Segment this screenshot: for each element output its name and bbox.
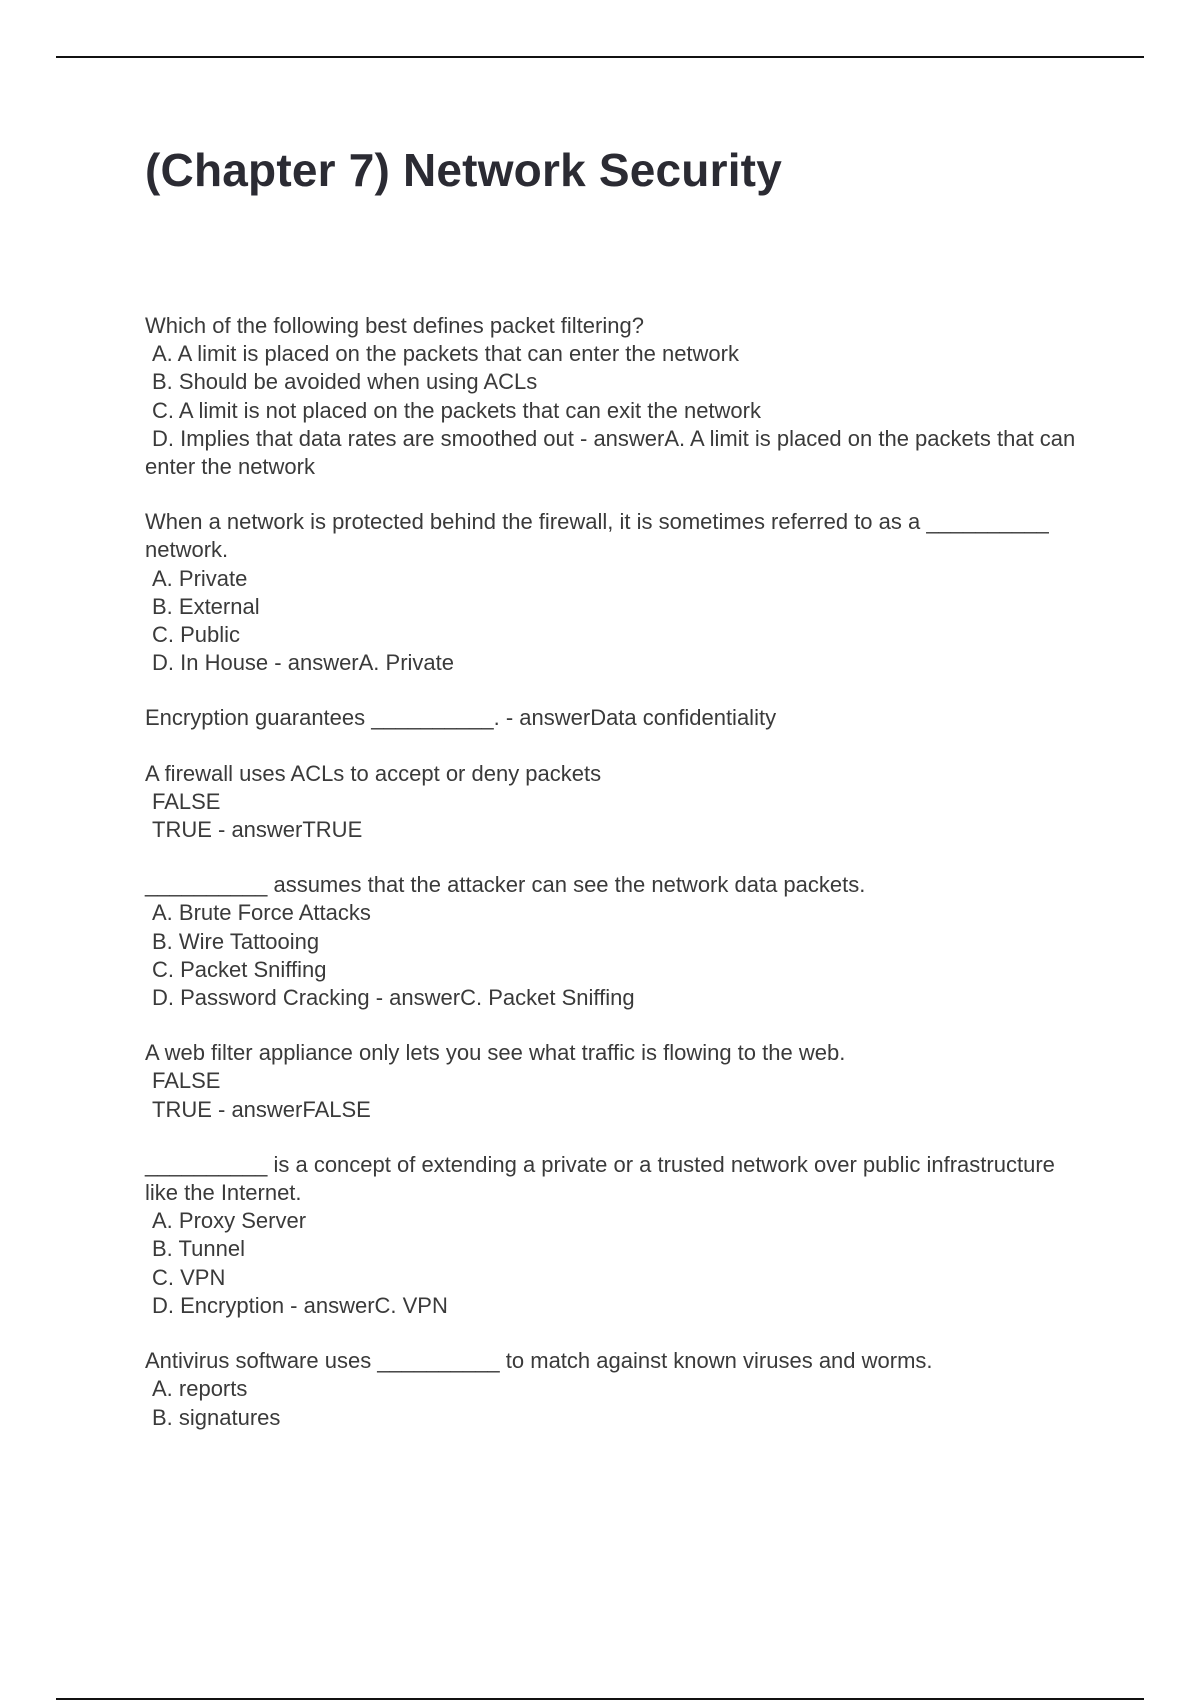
answer-option: FALSE (152, 788, 221, 814)
answer-option: D. Encryption - answerC. VPN (152, 1292, 448, 1318)
question-text: __________ is a concept of extending a private or a trusted network over public infrastructure like the Internet. (145, 1151, 1061, 1206)
question-block (145, 508, 1090, 677)
answer-option: B. Wire Tattooing (152, 928, 320, 954)
answer-option: C. Packet Sniffing (152, 956, 327, 982)
answer-option: TRUE - answerTRUE (152, 817, 363, 843)
question-text: When a network is protected behind the firewall, it is sometimes referred to as a __________ network. (145, 509, 1055, 563)
answer-option: A. A limit is placed on the packets that can enter the network (152, 341, 739, 367)
answer-option: TRUE - answerFALSE (152, 1096, 371, 1122)
question-block (145, 1039, 1090, 1124)
question-block (145, 760, 1090, 845)
answer-option: B. Should be avoided when using ACLs (152, 369, 538, 395)
answer-option: A. Brute Force Attacks (152, 900, 371, 926)
header-rule (56, 56, 1144, 58)
question-list (145, 312, 1090, 1459)
answer-option: B. Tunnel (152, 1236, 245, 1262)
answer-option: A. Private (152, 565, 248, 591)
question-text: Which of the following best defines packet filtering? (145, 313, 644, 338)
question-block (145, 312, 1090, 481)
question-text: A web filter appliance only lets you see what traffic is flowing to the web. (145, 1040, 846, 1066)
question-text: Encryption guarantees __________. - answerData confidentiality (145, 705, 777, 731)
page-title: (Chapter 7) Network Security (145, 144, 782, 196)
answer-option: C. Public (152, 622, 241, 648)
answer-option: A. reports (152, 1376, 248, 1402)
answer-option: C. VPN (152, 1264, 226, 1290)
answer-option: D. Password Cracking - answerC. Packet Sniffing (152, 985, 635, 1011)
answer-option: C. A limit is not placed on the packets that can exit the network (152, 397, 761, 423)
question-text: A firewall uses ACLs to accept or deny packets (145, 760, 602, 786)
answer-option: D. In House - answerA. Private (152, 650, 455, 676)
answer-option: B. signatures (152, 1404, 281, 1430)
question-block (145, 1347, 1090, 1432)
answer-option: B. External (152, 593, 260, 619)
answer-option: A. Proxy Server (152, 1208, 307, 1234)
question-block (145, 871, 1090, 1012)
question-text: __________ assumes that the attacker can see the network data packets. (145, 872, 866, 898)
question-block (145, 704, 1090, 732)
question-block (145, 1151, 1090, 1320)
answer-option: FALSE (152, 1068, 221, 1094)
question-text: Antivirus software uses __________ to match against known viruses and worms. (145, 1348, 933, 1374)
answer-option: D. Implies that data rates are smoothed out - answerA. A limit is placed on the packets that can enter the network (145, 425, 1082, 480)
